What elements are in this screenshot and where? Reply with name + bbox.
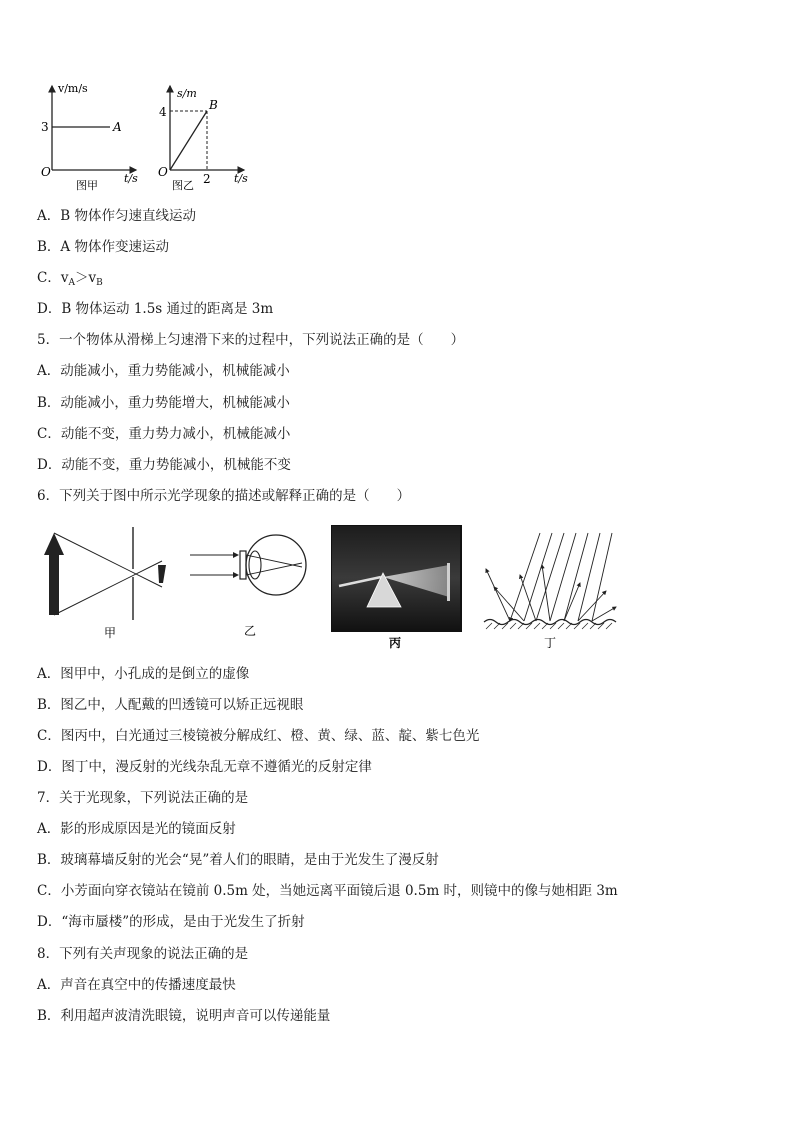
figure-jia-vt-graph bbox=[36, 80, 146, 195]
q4-option-d: D．B 物体运动 1.5s 通过的距离是 3m bbox=[37, 301, 274, 317]
jia-origin: O bbox=[41, 165, 51, 179]
q4-option-a: A．B 物体作匀速直线运动 bbox=[37, 208, 196, 224]
q5-option-a: A．动能减小，重力势能减小，机械能减小 bbox=[37, 363, 290, 379]
q7-option-c: C．小芳面向穿衣镜站在镜前 0.5m 处，当她远离平面镜后退 0.5m 时，则镜中的像与她相距 3m bbox=[37, 883, 618, 899]
figure-yi-st-graph bbox=[152, 80, 252, 195]
q6-caption-bing: 丙 bbox=[389, 636, 402, 650]
q6-option-c: C．图丙中，白光通过三棱镜被分解成红、橙、黄、绿、蓝、靛、紫七色光 bbox=[37, 728, 480, 744]
q7-stem: 7．关于光现象，下列说法正确的是 bbox=[37, 790, 249, 806]
figure-q6-jia-pinhole bbox=[40, 525, 175, 645]
q6-option-a: A．图甲中，小孔成的是倒立的虚像 bbox=[37, 666, 250, 682]
q4-option-c-sub-a: A bbox=[68, 278, 75, 288]
jia-line-label: A bbox=[113, 120, 122, 134]
q4-option-c-gt: ＞v bbox=[74, 270, 97, 286]
q4-option-c bbox=[37, 269, 103, 292]
q6-stem: 6．下列关于图中所示光学现象的描述或解释正确的是（ ） bbox=[37, 488, 411, 504]
q7-option-a: A．影的形成原因是光的镜面反射 bbox=[37, 821, 236, 837]
yi-y-tick: 4 bbox=[159, 105, 167, 119]
q5-option-b: B．动能减小，重力势能增大，机械能减小 bbox=[37, 395, 290, 411]
q7-option-b: B．玻璃幕墙反射的光会“晃”着人们的眼睛，是由于光发生了漫反射 bbox=[37, 852, 439, 868]
yi-caption: 图乙 bbox=[172, 179, 194, 192]
q4-option-c-sub-b: B bbox=[96, 278, 103, 288]
q8-stem: 8．下列有关声现象的说法正确的是 bbox=[37, 946, 249, 962]
q6-caption-ding: 丁 bbox=[544, 636, 557, 650]
jia-caption: 图甲 bbox=[76, 179, 98, 192]
q6-option-d: D．图丁中，漫反射的光线杂乱无章不遵循光的反射定律 bbox=[37, 759, 372, 775]
q8-option-b: B．利用超声波清洗眼镜，说明声音可以传递能量 bbox=[37, 1008, 331, 1024]
jia-y-axis-label: v/m/s bbox=[58, 82, 88, 95]
yi-x-axis-label: t/s bbox=[234, 172, 248, 185]
q7-option-d: D．“海市蜃楼”的形成，是由于光发生了折射 bbox=[37, 914, 305, 930]
q6-caption-jia: 甲 bbox=[104, 626, 117, 640]
jia-y-tick: 3 bbox=[41, 120, 49, 134]
yi-x-tick: 2 bbox=[203, 172, 211, 186]
figure-q6-bing-prism bbox=[331, 525, 463, 650]
q4-option-c-prefix: C．v bbox=[37, 270, 69, 286]
yi-line-label: B bbox=[209, 98, 218, 112]
q8-option-a: A．声音在真空中的传播速度最快 bbox=[37, 977, 236, 993]
q5-stem: 5．一个物体从滑梯上匀速滑下来的过程中，下列说法正确的是（ ） bbox=[37, 332, 465, 348]
q4-option-b: B．A 物体作变速运动 bbox=[37, 239, 169, 255]
figure-q6-yi-eye-lens bbox=[186, 525, 316, 645]
yi-y-axis-label: s/m bbox=[177, 87, 197, 100]
q5-option-c: C．动能不变，重力势力减小，机械能减小 bbox=[37, 426, 291, 442]
jia-x-axis-label: t/s bbox=[124, 172, 138, 185]
figure-q6-ding-diffuse-reflection bbox=[480, 525, 620, 650]
q6-caption-yi: 乙 bbox=[244, 624, 257, 638]
yi-origin: O bbox=[158, 165, 168, 179]
q5-option-d: D．动能不变，重力势能减小，机械能不变 bbox=[37, 457, 291, 473]
q6-option-b: B．图乙中，人配戴的凹透镜可以矫正远视眼 bbox=[37, 697, 304, 713]
